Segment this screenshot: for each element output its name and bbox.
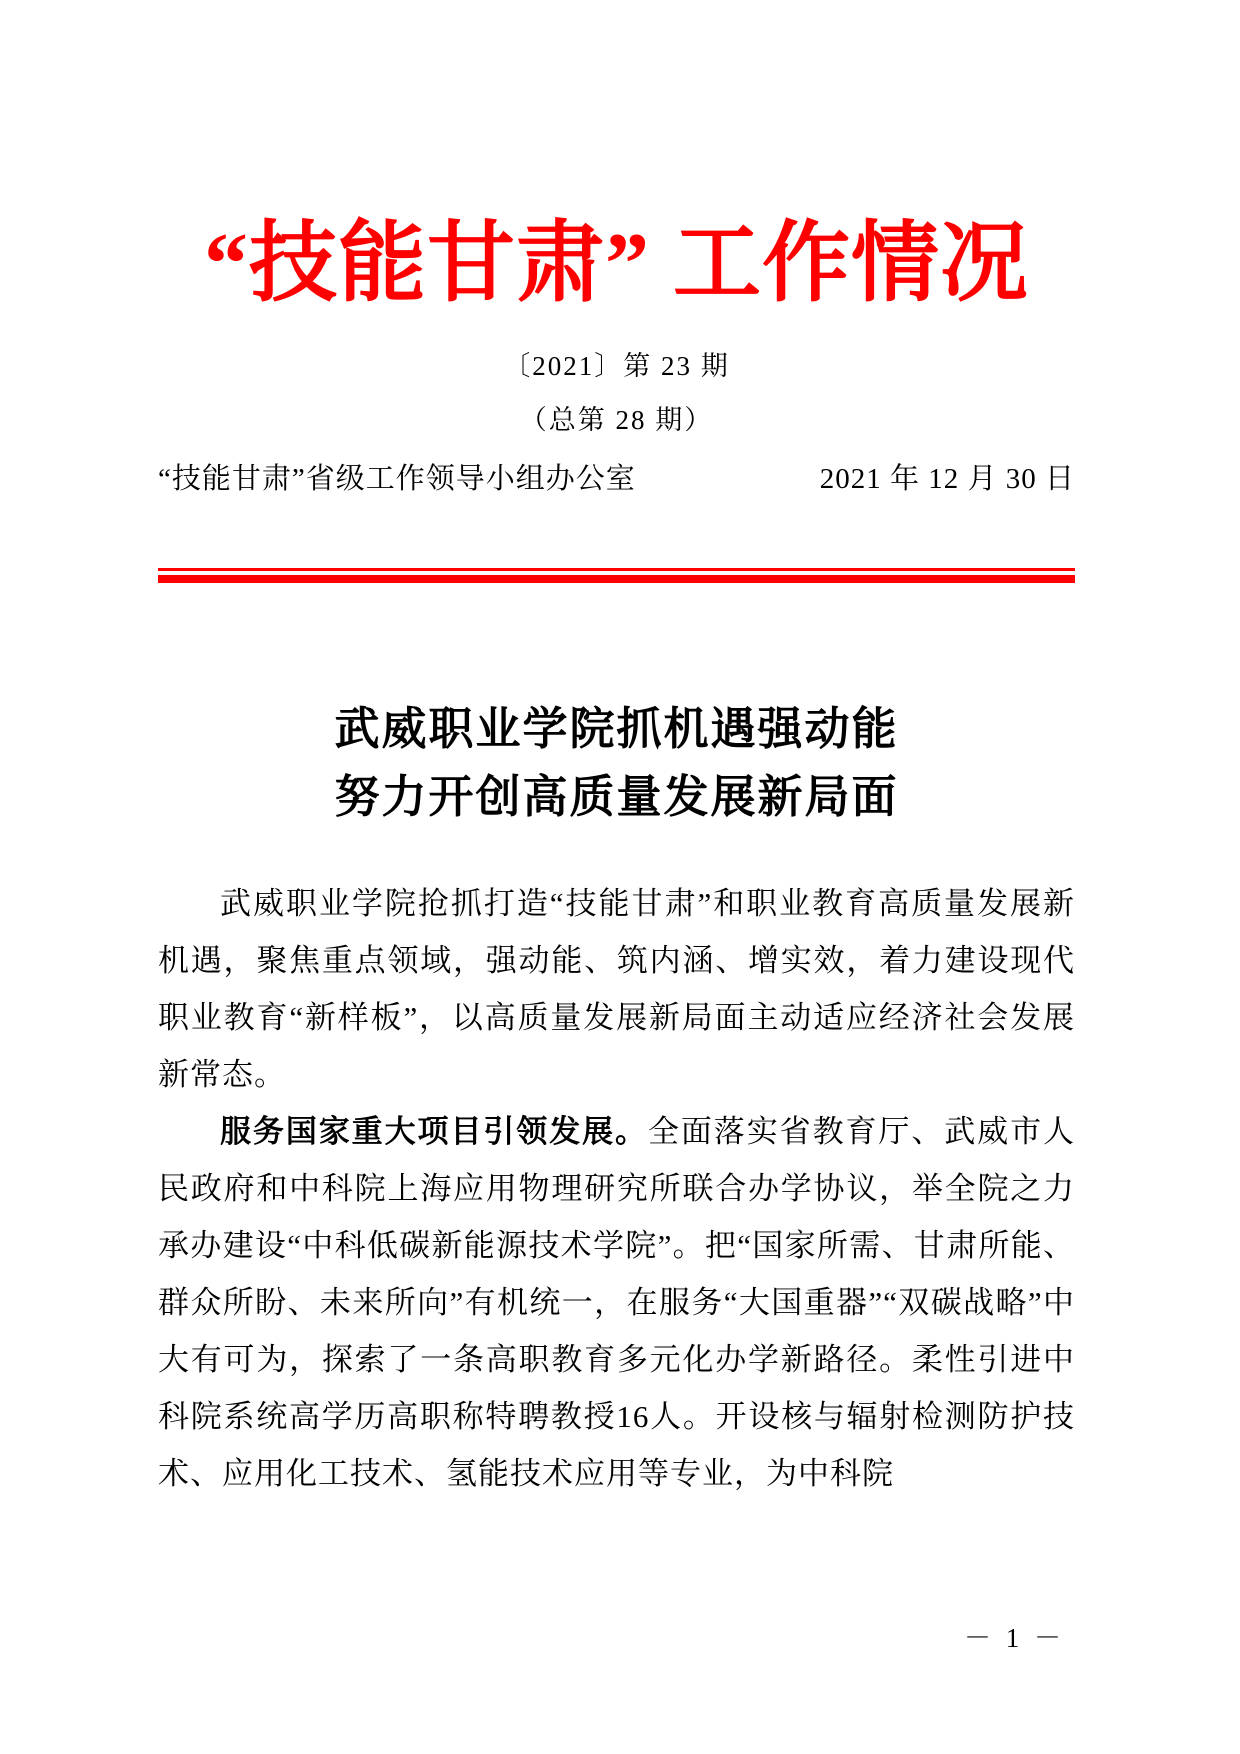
article-title-line-1: 武威职业学院抓机遇强动能 [334,704,899,754]
masthead-divider [158,568,1075,583]
article-body [158,875,1075,1502]
paragraph-2 [158,1103,1075,1502]
masthead-meta-row [158,458,1075,500]
page-number: － 1 － [964,1623,1065,1653]
masthead [158,200,1075,583]
article-title-line-2: 努力开创高质量发展新局面 [334,772,899,822]
issue-number: 〔2021〕第 23 期 [503,351,730,381]
total-issue-number: （总第 28 期） [519,405,714,435]
paragraph-2-text: 全面落实省教育厅、武威市人民政府和中科院上海应用物理研究所联合办学协议，举全院之力承办建设“中科低碳新能源技术学院”。把“国家所需、甘肃所能、群众所盼、未来所向”有机统一，在服务“大国重器”“双碳战略”中大有可为，探索了一条高职教育多元化办学新路径。柔性引进中科院系统高学历高职称特聘教授16人。开设核与辐射检测防护技术、应用化工技术、氢能技术应用等专业，为中科院 [158,1114,1076,1491]
divider-thick-line [158,575,1075,583]
paragraph-1 [158,875,1075,1103]
page-footer [964,1616,1065,1655]
article-title [158,695,1075,831]
paragraph-1-text: 武威职业学院抢抓打造“技能甘肃”和职业教育高质量发展新机遇，聚焦重点领域，强动能、筑内涵、增实效，着力建设现代职业教育“新样板”，以高质量发展新局面主动适应经济社会发展新常态。 [158,886,1075,1092]
article [158,695,1075,1502]
issuing-office: “技能甘肃”省级工作领导小组办公室 [158,463,636,495]
paragraph-2-lead: 服务国家重大项目引领发展。 [220,1114,648,1149]
issue-date: 2021 年 12 月 30 日 [819,463,1075,495]
masthead-title: “技能甘肃” 工作情况 [203,216,1029,313]
